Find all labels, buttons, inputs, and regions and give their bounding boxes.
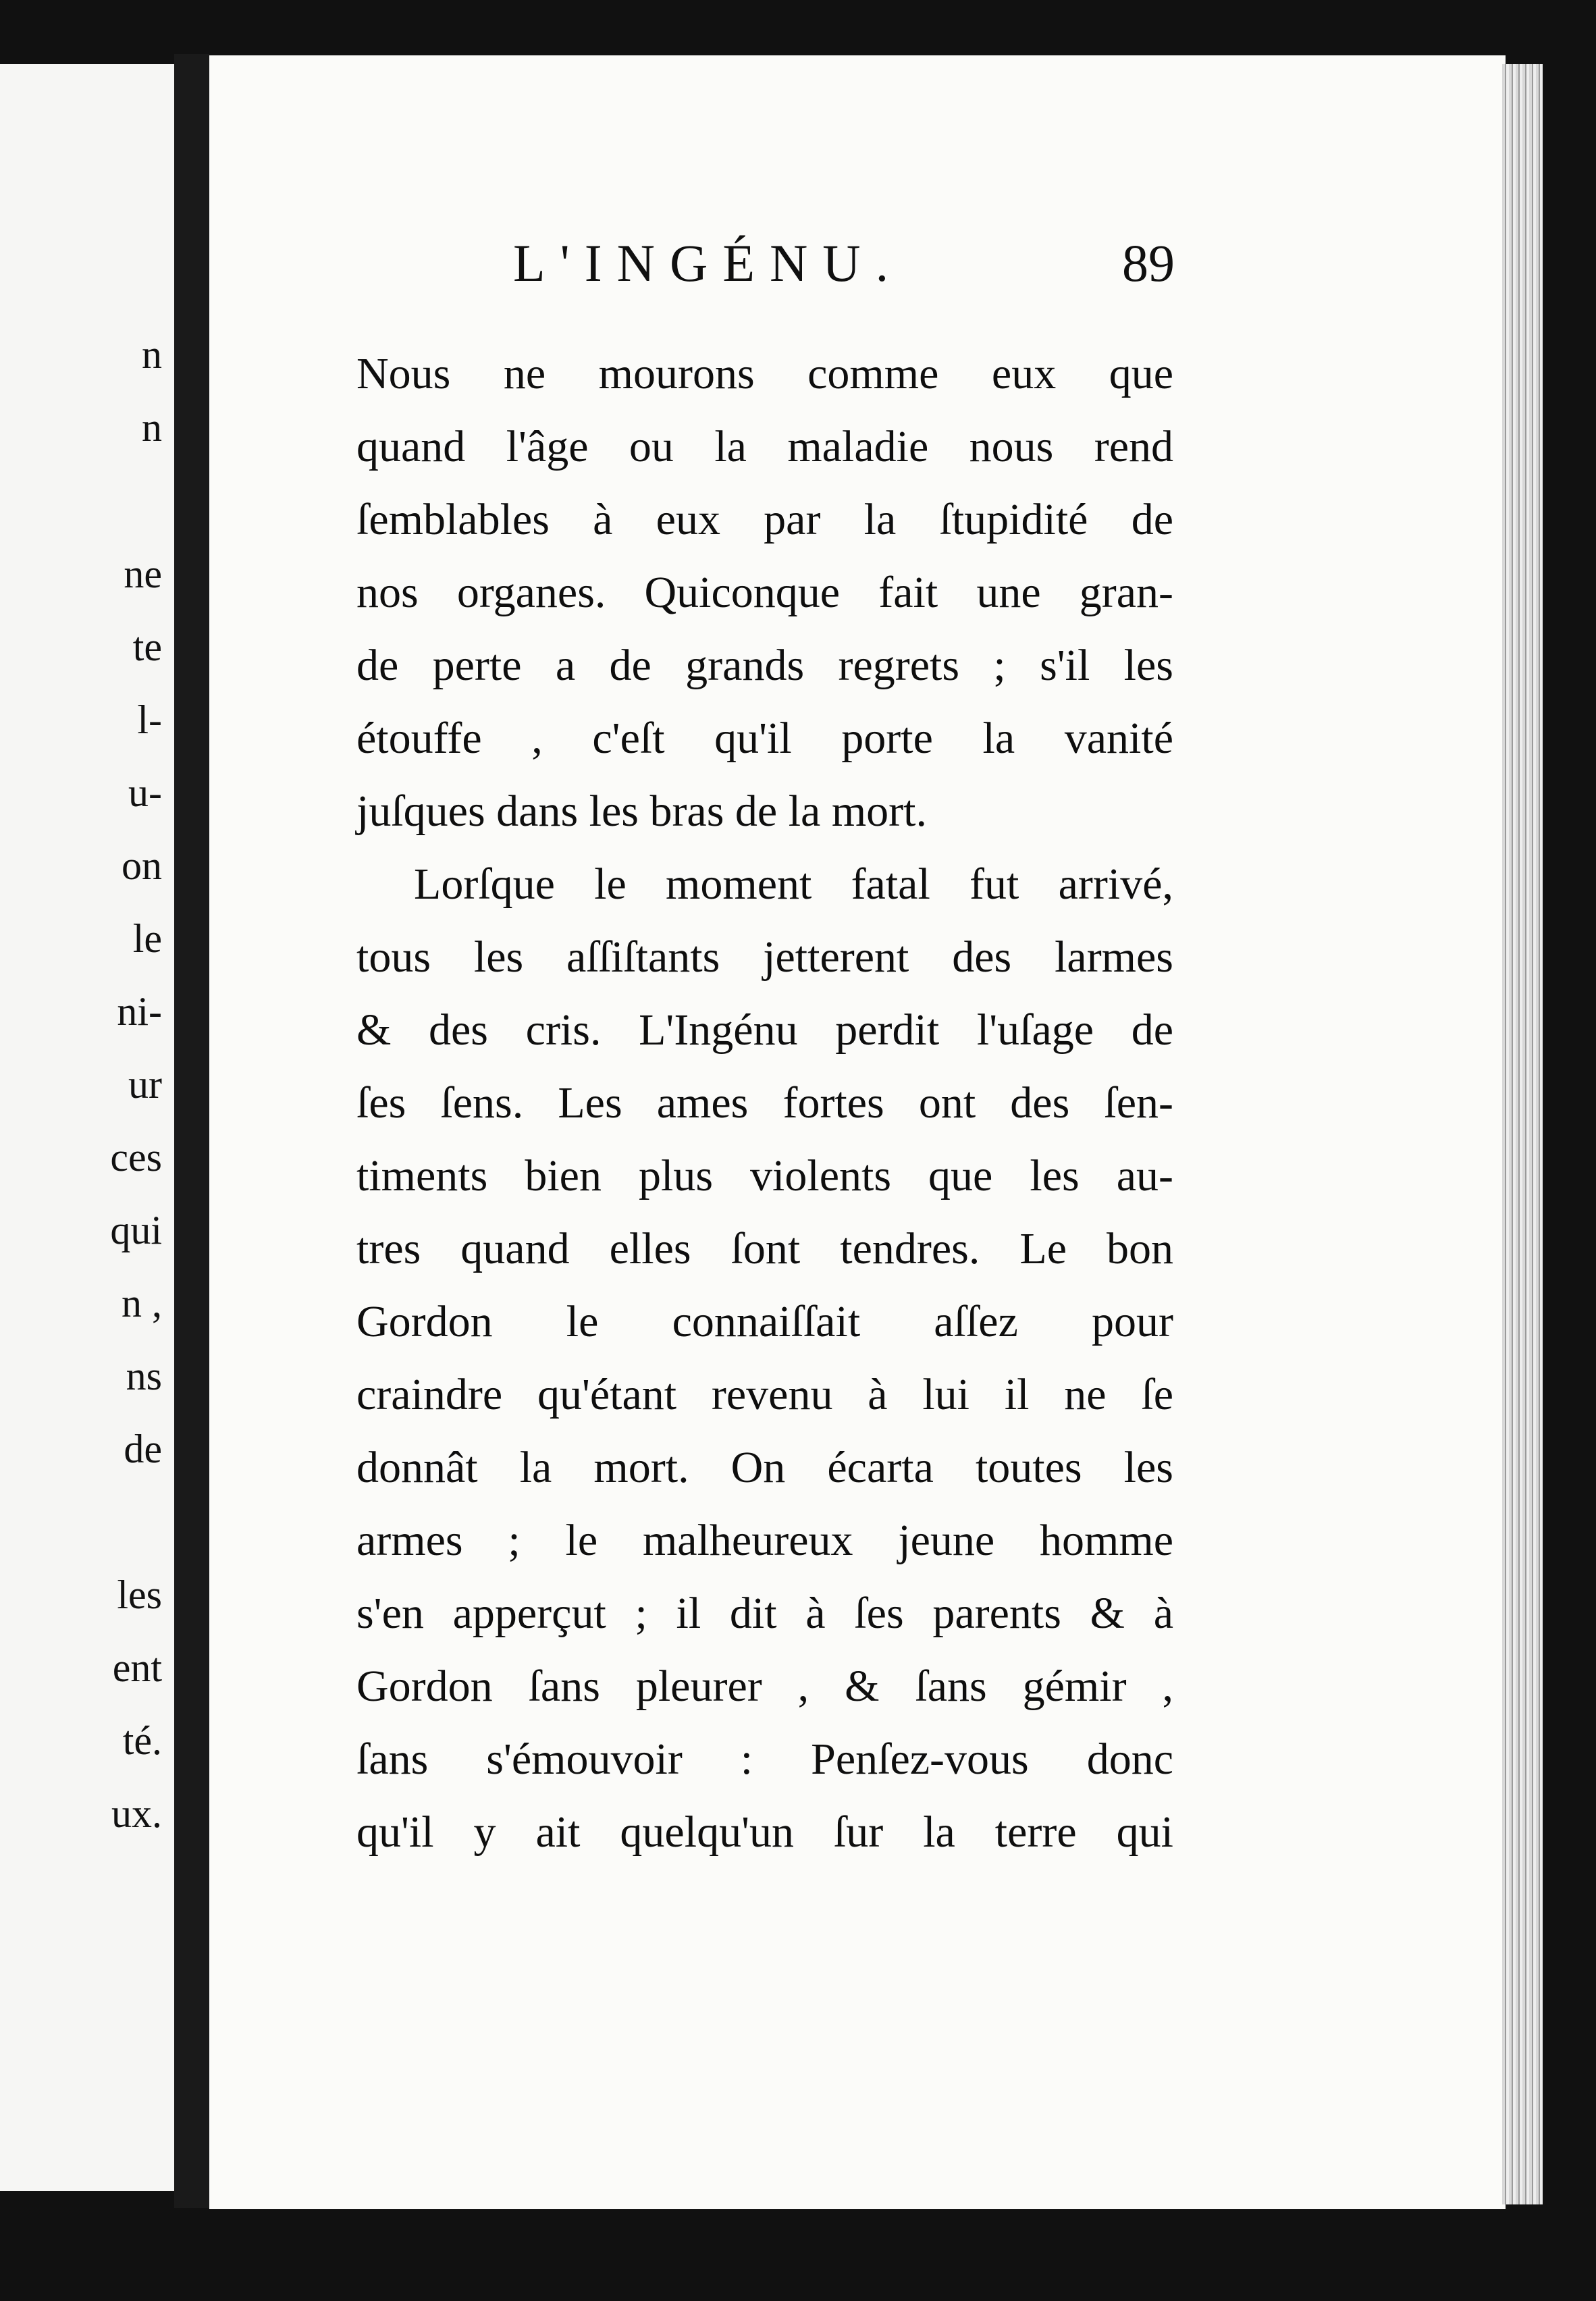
facing-page-fragment: te [132, 625, 162, 669]
body-text [356, 338, 1173, 1869]
text-line: ſes ſens. Les ames fortes ont des ſen- [356, 1078, 1173, 1128]
facing-page-fragment: n , [122, 1281, 162, 1325]
facing-page-fragment: de [124, 1427, 162, 1471]
text-line: juſques dans les bras de la mort. [356, 787, 927, 836]
facing-page-fragment: n [142, 405, 162, 450]
facing-page-fragment: ux. [111, 1791, 162, 1836]
facing-page-fragment: les [117, 1572, 162, 1617]
text-line: timents bien plus violents que les au- [356, 1151, 1173, 1200]
text-line: ſemblables à eux par la ſtupidité de [356, 495, 1173, 544]
book-gutter [174, 54, 209, 2208]
text-line: tres quand elles ſont tendres. Le bon [356, 1224, 1173, 1273]
text-line: armes ; le malheureux jeune homme [356, 1516, 1173, 1565]
text-line: Gordon le connaiſſait aſſez pour [356, 1297, 1173, 1346]
text-line: & des cris. L'Ingénu perdit l'uſage de [356, 1005, 1173, 1055]
paragraph-start-line: Lorſque le moment fatal fut arrivé, [414, 859, 1173, 909]
facing-page-fragment: on [122, 843, 162, 888]
text-line: Nous ne mourons comme eux que [356, 349, 1173, 398]
facing-page-fragment: ces [110, 1135, 162, 1180]
text-line: nos organes. Quiconque fait une gran- [356, 568, 1173, 617]
facing-page-fragment: té. [122, 1718, 162, 1763]
facing-page-fragment: ns [126, 1354, 162, 1398]
facing-page-fragment: ur [128, 1062, 162, 1107]
text-line: ſans s'émouvoir : Penſez-vous donc [356, 1735, 1173, 1784]
text-line: s'en apperçut ; il dit à ſes parents & à [356, 1589, 1173, 1638]
text-line: tous les aſſiſtants jetterent des larmes [356, 932, 1173, 982]
facing-page-fragment: ne [124, 552, 162, 596]
facing-page-edge [0, 64, 174, 2191]
facing-page-fragment: ni- [117, 989, 162, 1034]
facing-page-fragment: u- [128, 770, 162, 815]
facing-page-fragment: qui [110, 1208, 162, 1252]
text-line: qu'il y ait quelqu'un ſur la terre qui [356, 1807, 1173, 1857]
page-number: 89 [1122, 234, 1175, 292]
text-line: Gordon ſans pleurer , & ſans gémir , [356, 1662, 1173, 1711]
text-line: craindre qu'étant revenu à lui il ne ſe [356, 1370, 1173, 1419]
facing-page-fragment: le [132, 916, 162, 961]
text-line: étouffe , c'eſt qu'il porte la vanité [356, 714, 1173, 763]
facing-page-fragment: ent [112, 1645, 162, 1690]
text-line: de perte a de grands regrets ; s'il les [356, 641, 1173, 690]
text-line: donnât la mort. On écarta toutes les [356, 1443, 1173, 1492]
facing-page-fragment: l- [137, 697, 162, 742]
facing-page-fragment: n [142, 332, 162, 377]
running-head [513, 233, 1175, 307]
running-title: L'INGÉNU. [513, 234, 904, 292]
page-edges [1502, 64, 1543, 2204]
text-line: quand l'âge ou la maladie nous rend [356, 422, 1173, 471]
